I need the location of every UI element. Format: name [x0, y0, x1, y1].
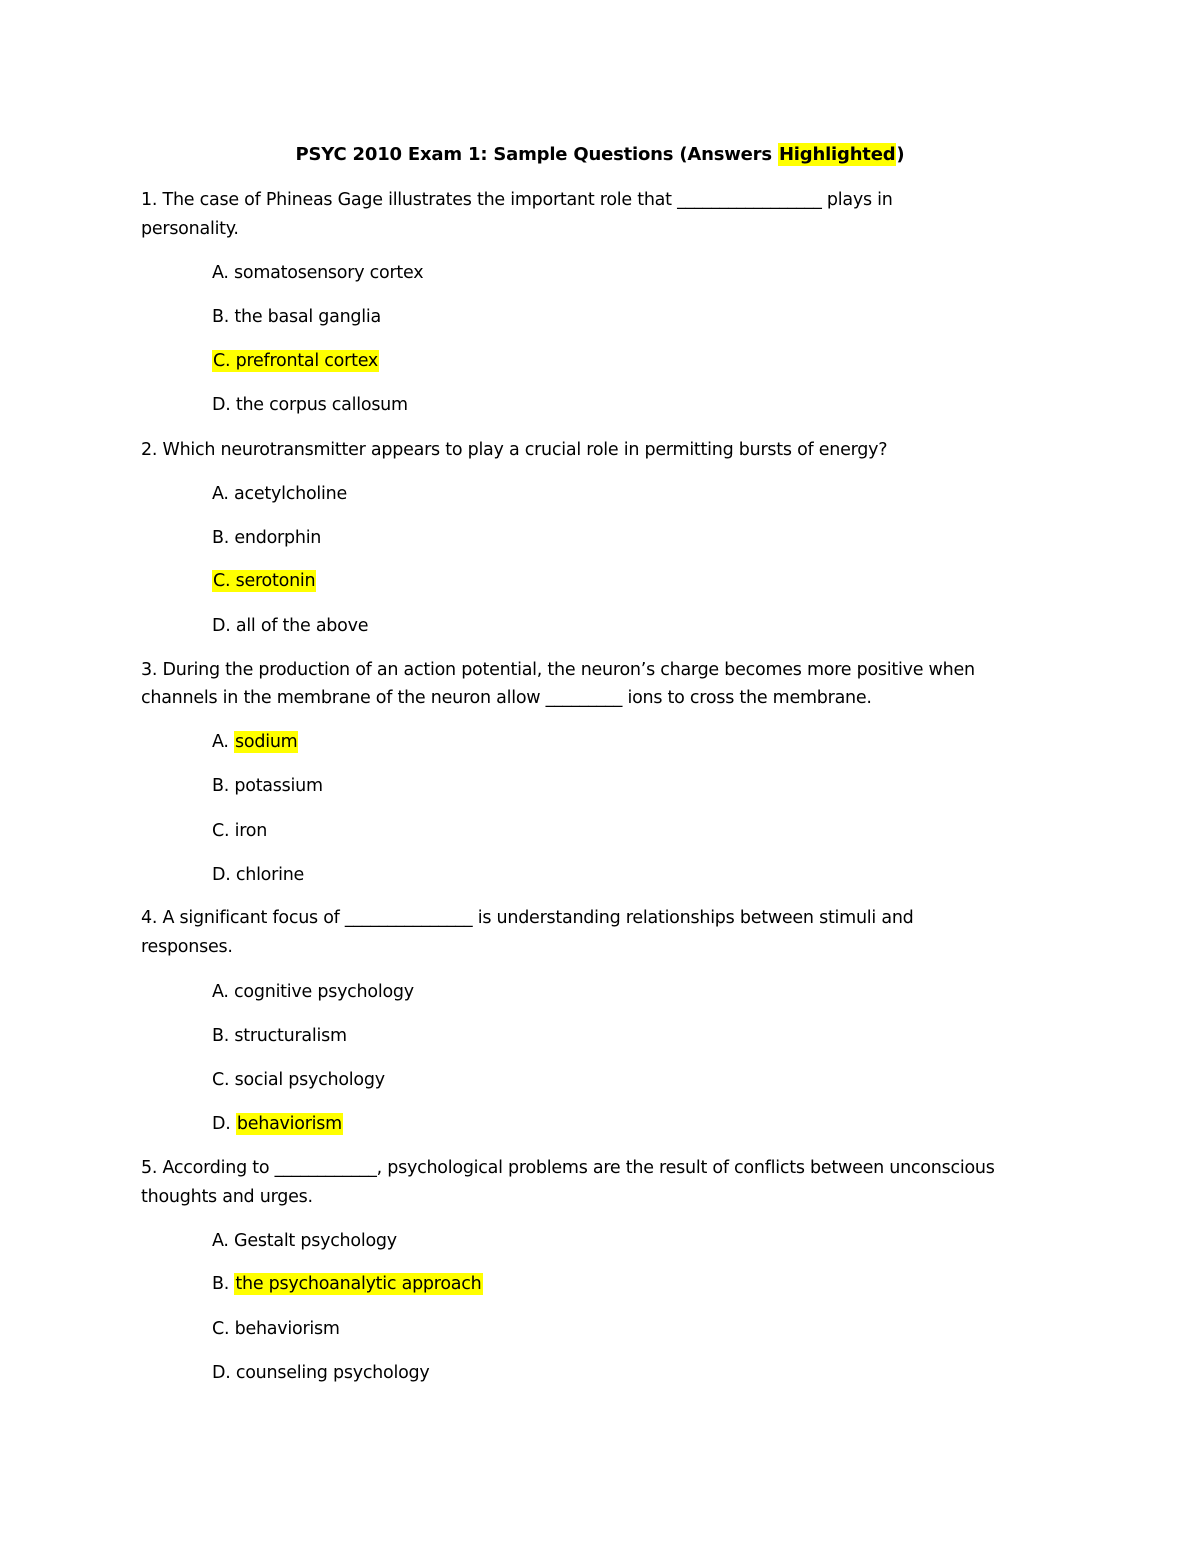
option-prefix: B.	[212, 1274, 235, 1294]
question-4-option-b: B. structuralism	[212, 1026, 347, 1046]
question-3-line-1: 3. During the production of an action potential, the neuron’s charge becomes more positive when	[141, 660, 975, 680]
question-2-option-c	[212, 569, 316, 593]
page-title	[0, 142, 1200, 168]
question-1-option-d: D. the corpus callosum	[212, 395, 408, 415]
question-4-line-1: 4. A significant focus of _______________ is understanding relationships between stimuli and	[141, 908, 914, 928]
question-2-option-b: B. endorphin	[212, 528, 322, 548]
question-1-option-a: A. somatosensory cortex	[212, 263, 424, 283]
answer-highlight: behaviorism	[236, 1114, 342, 1134]
question-4-line-2: responses.	[141, 937, 233, 957]
answer-highlight: C. serotonin	[213, 571, 316, 591]
question-1-line-2: personality.	[141, 219, 239, 239]
question-3-option-b: B. potassium	[212, 776, 323, 796]
question-4-option-c: C. social psychology	[212, 1070, 385, 1090]
question-1-option-b: B. the basal ganglia	[212, 307, 381, 327]
question-2-option-a: A. acetylcholine	[212, 484, 347, 504]
question-4-option-a: A. cognitive psychology	[212, 982, 414, 1002]
option-prefix: A.	[212, 732, 235, 752]
question-5-line-2: thoughts and urges.	[141, 1187, 313, 1207]
question-1-option-c	[212, 349, 379, 373]
question-3-option-a	[212, 730, 298, 754]
question-5-option-a: A. Gestalt psychology	[212, 1231, 397, 1251]
question-5-option-d: D. counseling psychology	[212, 1363, 430, 1383]
answer-highlight: the psychoanalytic approach	[235, 1274, 482, 1294]
title-close-paren: )	[896, 144, 905, 165]
question-1-line-1: 1. The case of Phineas Gage illustrates the important role that _________________ plays in	[141, 190, 893, 210]
title-highlight: Highlighted	[778, 144, 896, 165]
question-2-option-d: D. all of the above	[212, 616, 369, 636]
answer-highlight: sodium	[235, 732, 298, 752]
question-5-option-b	[212, 1272, 483, 1296]
question-5-line-1: 5. According to ____________, psychological problems are the result of conflicts between unconscious	[141, 1158, 995, 1178]
title-text: PSYC 2010 Exam 1: Sample Questions (Answers	[295, 144, 778, 165]
question-3-line-2: channels in the membrane of the neuron allow _________ ions to cross the membrane.	[141, 688, 872, 708]
question-4-option-d	[212, 1112, 343, 1136]
question-2-line-1: 2. Which neurotransmitter appears to play a crucial role in permitting bursts of energy?	[141, 440, 888, 460]
question-3-option-c: C. iron	[212, 821, 268, 841]
question-3-option-d: D. chlorine	[212, 865, 305, 885]
answer-highlight: C. prefrontal cortex	[213, 351, 379, 371]
question-5-option-c: C. behaviorism	[212, 1319, 340, 1339]
option-prefix: D.	[212, 1114, 236, 1134]
